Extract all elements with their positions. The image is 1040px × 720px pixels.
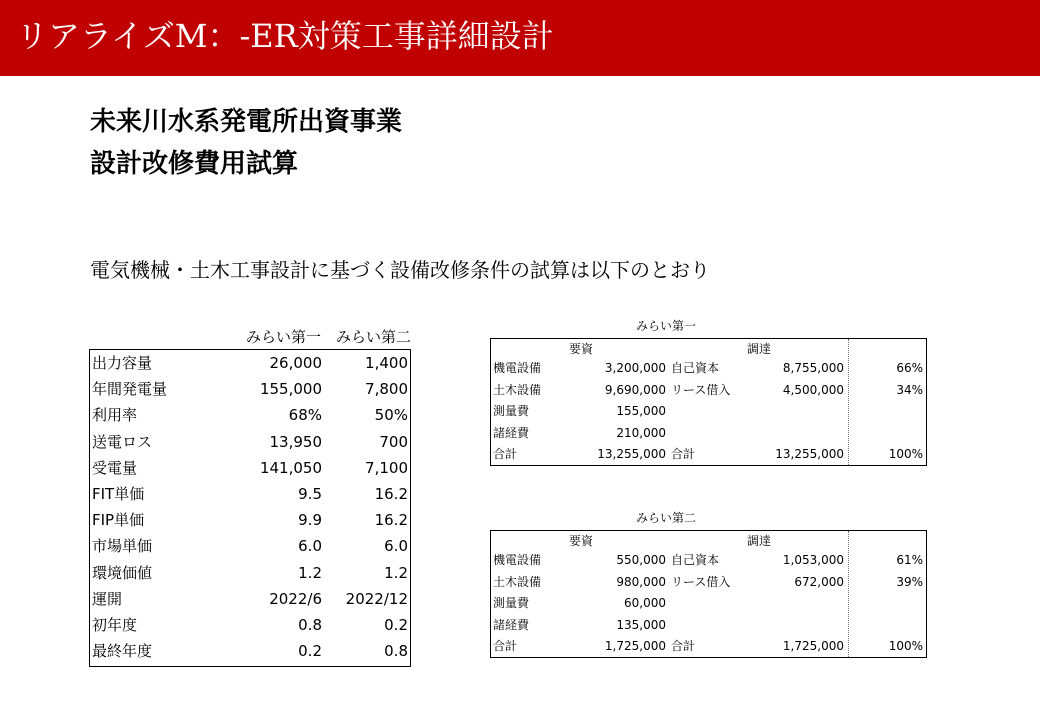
finance-row xyxy=(491,615,926,637)
spec-label: 利用率 xyxy=(92,406,138,425)
finance-cell-e: 100% xyxy=(888,639,923,653)
spec-value-1: 2022/6 xyxy=(269,589,322,608)
finance-title-2: みらい第二 xyxy=(636,511,697,525)
finance-cell-e: 100% xyxy=(888,447,923,461)
spec-value-1: 26,000 xyxy=(269,354,322,372)
spec-value-2: 1,400 xyxy=(365,354,408,372)
finance-cell-a: 合計 xyxy=(493,639,518,653)
finance-cell-b: 60,000 xyxy=(624,596,666,610)
finance-cell-b: 13,255,000 xyxy=(597,447,666,461)
page-heading-line1: 未来川水系発電所出資事業 xyxy=(90,107,403,137)
finance-cell-c: 自己資本 xyxy=(671,361,720,375)
spec-value-2: 7,800 xyxy=(365,380,408,399)
finance-cell-e: 34% xyxy=(896,382,923,397)
finance-cell-c: 合計 xyxy=(671,639,696,653)
finance-cell-a: 諸経費 xyxy=(493,425,530,440)
finance-cell-a: 土木設備 xyxy=(493,382,542,397)
finance-cell-b: 9,690,000 xyxy=(604,382,666,397)
finance-cell-a: 土木設備 xyxy=(493,574,542,589)
spec-row xyxy=(90,533,410,559)
spec-value-2: 2022/12 xyxy=(345,589,408,608)
title-banner xyxy=(0,0,1040,76)
spec-col-header-1: みらい第一 xyxy=(245,328,321,346)
spec-value-1: 155,000 xyxy=(259,380,322,399)
intro-text: 電気機械・土木工事設計に基づく設備改修条件の試算は以下のとおり xyxy=(90,258,710,282)
finance-row xyxy=(491,636,926,658)
finance-cell-a: 合計 xyxy=(493,447,518,461)
finance-cell-b: 980,000 xyxy=(616,574,666,589)
finance-cell-a: 測量費 xyxy=(493,596,530,610)
spec-value-1: 0.8 xyxy=(298,616,322,634)
finance-cell-e: 61% xyxy=(896,553,923,567)
finance-cell-b: 1,725,000 xyxy=(604,639,666,653)
spec-label: FIP単価 xyxy=(92,511,145,530)
finance-cell-e: 39% xyxy=(896,574,923,589)
finance-row xyxy=(491,401,926,423)
finance-title-1: みらい第一 xyxy=(636,319,697,333)
finance-head-procurement: 調達 xyxy=(747,534,772,548)
spec-row xyxy=(90,612,410,638)
spec-row xyxy=(90,350,410,376)
spec-value-2: 6.0 xyxy=(384,537,408,556)
finance-cell-d: 672,000 xyxy=(794,574,844,589)
spec-label: 送電ロス xyxy=(92,432,153,451)
spec-label: FIT単価 xyxy=(92,485,145,503)
finance-row xyxy=(491,380,926,402)
spec-value-2: 16.2 xyxy=(374,485,408,503)
spec-value-2: 0.8 xyxy=(384,642,408,661)
spec-value-2: 16.2 xyxy=(374,511,408,530)
spec-row xyxy=(90,376,410,402)
finance-cell-e: 66% xyxy=(896,361,923,375)
finance-cell-b: 135,000 xyxy=(616,617,666,632)
finance-cell-c: リース借入 xyxy=(671,382,731,397)
spec-label: 運開 xyxy=(92,589,123,608)
spec-row xyxy=(90,481,410,507)
spec-value-1: 1.2 xyxy=(298,563,322,582)
spec-value-1: 6.0 xyxy=(298,537,322,556)
finance-head-procurement: 調達 xyxy=(747,342,772,356)
finance-cell-b: 3,200,000 xyxy=(604,361,666,375)
finance-cell-b: 210,000 xyxy=(616,425,666,440)
spec-label: 初年度 xyxy=(92,616,138,634)
spec-value-2: 50% xyxy=(374,406,408,425)
finance-cell-c: リース借入 xyxy=(671,574,731,589)
spec-row xyxy=(90,560,410,586)
spec-value-1: 13,950 xyxy=(269,432,322,451)
finance-cell-a: 測量費 xyxy=(493,404,530,418)
finance-row xyxy=(491,358,926,380)
spec-value-1: 141,050 xyxy=(259,458,322,477)
spec-label: 年間発電量 xyxy=(92,380,168,399)
finance-cell-a: 機電設備 xyxy=(493,553,542,567)
spec-table xyxy=(89,349,411,667)
finance-cell-a: 機電設備 xyxy=(493,361,542,375)
spec-value-1: 9.9 xyxy=(298,511,322,530)
finance-row xyxy=(491,423,926,445)
finance-cell-b: 550,000 xyxy=(616,553,666,567)
finance-row xyxy=(491,593,926,615)
finance-head-funds: 要資 xyxy=(569,342,594,356)
page-heading-line2: 設計改修費用試算 xyxy=(90,149,299,179)
finance-cell-d: 1,053,000 xyxy=(782,553,844,567)
spec-label: 環境価値 xyxy=(92,563,153,582)
spec-row xyxy=(90,429,410,455)
spec-label: 最終年度 xyxy=(92,642,153,661)
spec-row xyxy=(90,586,410,612)
spec-value-1: 68% xyxy=(288,406,322,425)
finance-cell-c: 自己資本 xyxy=(671,553,720,567)
spec-value-1: 0.2 xyxy=(298,642,322,661)
banner-title: リアライズM：-ER対策工事詳細設計 xyxy=(16,17,554,55)
finance-row xyxy=(491,444,926,466)
finance-row xyxy=(491,550,926,572)
finance-table-1 xyxy=(490,338,927,466)
spec-value-2: 1.2 xyxy=(384,563,408,582)
finance-table-2 xyxy=(490,530,927,658)
spec-row xyxy=(90,402,410,428)
spec-label: 受電量 xyxy=(92,458,138,477)
spec-value-2: 700 xyxy=(379,432,408,451)
finance-cell-d: 13,255,000 xyxy=(775,447,844,461)
spec-label: 出力容量 xyxy=(92,354,153,372)
spec-value-2: 0.2 xyxy=(384,616,408,634)
spec-value-2: 7,100 xyxy=(365,458,408,477)
spec-row xyxy=(90,455,410,481)
finance-cell-d: 1,725,000 xyxy=(782,639,844,653)
finance-cell-a: 諸経費 xyxy=(493,617,530,632)
spec-label: 市場単価 xyxy=(92,537,153,556)
spec-col-header-2: みらい第二 xyxy=(335,328,411,346)
finance-cell-b: 155,000 xyxy=(616,404,666,418)
finance-head-funds: 要資 xyxy=(569,534,594,548)
spec-value-1: 9.5 xyxy=(298,485,322,503)
finance-row xyxy=(491,572,926,594)
finance-cell-d: 4,500,000 xyxy=(782,382,844,397)
finance-cell-c: 合計 xyxy=(671,447,696,461)
spec-row xyxy=(90,638,410,664)
finance-cell-d: 8,755,000 xyxy=(782,361,844,375)
spec-row xyxy=(90,507,410,533)
